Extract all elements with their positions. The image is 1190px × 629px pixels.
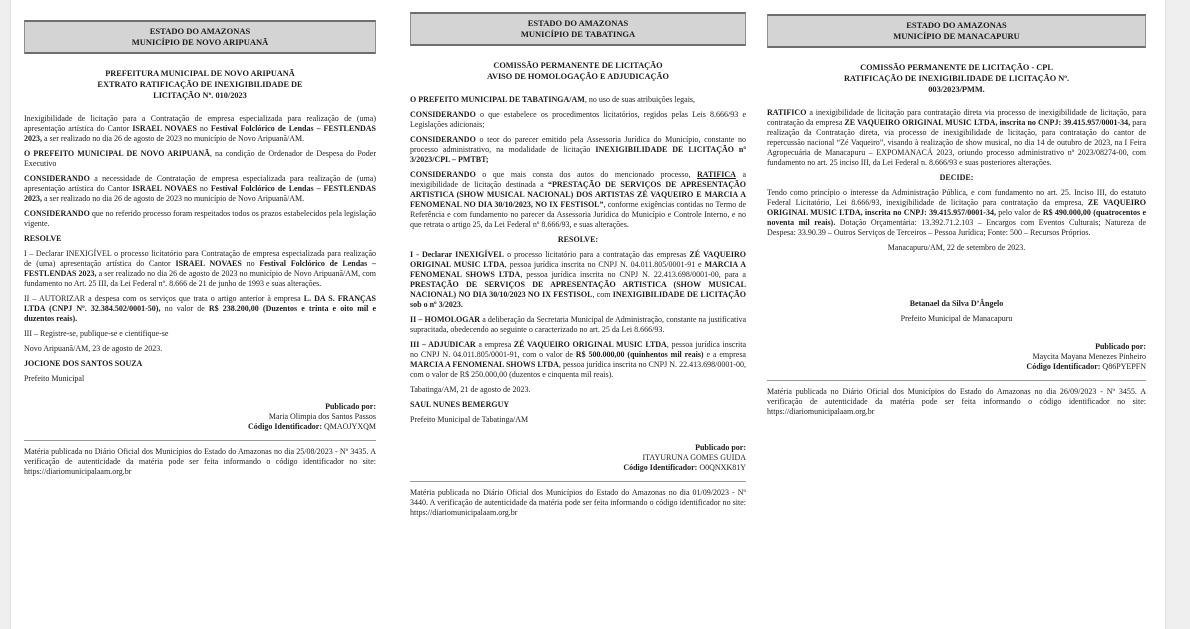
paragraph <box>24 209 376 229</box>
footer-note: Matéria publicada no Diário Oficial dos Municípios do Estado do Amazonas no dia 01/09/2023 - Nº 3440. A verificação de autenticidade da matéria pode ser feita informando o código identificador no site: https://diariomunicipalaam.org.br <box>410 488 746 517</box>
text-segment: o processo licitatório para a contratação das empresas <box>503 250 690 259</box>
municipality-name: MUNICÍPIO DE NOVO ARIPUANÃ <box>131 37 269 47</box>
municipality-header <box>767 14 1146 48</box>
document-body <box>24 114 376 384</box>
page-margin-right <box>1165 0 1190 629</box>
text-segment: SAUL NUNES BEMERGUY <box>410 400 510 409</box>
paragraph <box>767 108 1146 168</box>
state-name: ESTADO DO AMAZONAS <box>906 20 1007 30</box>
paragraph <box>410 315 746 335</box>
title-line: EXTRATO RATIFICAÇÃO DE INEXIGIBILIDADE DE <box>97 80 303 89</box>
paragraph <box>410 110 746 130</box>
text-segment: Tabatinga/AM, 21 de agosto de 2023. <box>410 385 531 394</box>
text-segment: CONSIDERANDO <box>24 174 90 183</box>
text-segment: a inexigibilidade de licitação para contratação direta via processo de inexigibilidade de licitação, para contratação da empresa <box>767 108 1146 127</box>
paragraph <box>767 188 1146 238</box>
text-segment: a inexigibilidade de licitação destinada a <box>410 170 747 189</box>
code-identifier <box>767 362 1146 372</box>
text-segment: o que mais consta dos autos do mencionado processo, <box>475 170 697 179</box>
text-segment: R$ 238.200,00 (Duzentos e trinta e oito mil e duzentos reais). <box>24 304 376 323</box>
footer-note: Matéria publicada no Diário Oficial dos Municípios do Estado do Amazonas no dia 25/08/2023 - Nº 3435. A verificação de autenticidade da matéria pode ser feita informando o código identificador no site: https://diariomunicipalaam.org.br <box>24 447 376 476</box>
publication-block <box>24 402 376 432</box>
footer-note: Matéria publicada no Diário Oficial dos Municípios do Estado do Amazonas no dia 26/09/2023 - Nº 3455. A verificação de autenticidade da matéria pode ser feita informando o código identificador no site: https://diariomunicipalaam.org.br <box>767 387 1146 416</box>
text-segment: CONSIDERANDO <box>410 135 476 144</box>
code-identifier <box>410 463 746 473</box>
paragraph <box>24 249 376 289</box>
text-segment: Prefeito Municipal <box>24 374 85 383</box>
text-segment: Betanael da Silva D’Ângelo <box>909 299 1004 308</box>
text-segment: ISRAEL NOVAES <box>132 124 197 133</box>
text-segment: “PRESTAÇÃO DE SERVIÇOS DE APRESENTAÇÃO ARTISTICA (SHOW MUSICAL NACIONAL) DOS ARTISTAS ZÉ VAQUEIRO E MARCIA A FENOMENAL NO DIA 30/10/2023, NO IX FESTISOL” <box>410 180 746 209</box>
text-segment: III – ADJUDICAR <box>410 340 476 349</box>
publisher-name: Maycita Mayana Menezes Pinheiro <box>1032 352 1146 361</box>
paragraph <box>24 344 376 354</box>
paragraph <box>24 174 376 204</box>
divider <box>410 481 746 482</box>
text-segment: O PREFEITO MUNICIPAL DE TABATINGA/AM <box>410 95 585 104</box>
paragraph <box>410 415 746 425</box>
text-segment: , com <box>592 290 613 299</box>
paragraph <box>24 114 376 144</box>
published-by-label: Publicado por: <box>695 443 746 452</box>
paragraph <box>24 234 376 244</box>
paragraph <box>410 95 746 105</box>
text-segment: O PREFEITO MUNICIPAL DE NOVO ARIPUANÃ <box>24 149 210 158</box>
page-margin-left <box>0 0 11 629</box>
text-segment: , pessoa jurídica inscrita no CNPJ N. 04.011.805/0001-91, com o valor de <box>410 340 747 359</box>
paragraph <box>410 170 746 230</box>
gazette-clipping-tabatinga <box>410 12 746 518</box>
text-segment: RATIFICO <box>767 108 807 117</box>
paragraph <box>767 314 1146 324</box>
text-segment: a ser realizado no dia 26 de agosto de 2023 no município de Novo Aripuanã/AM, com fundamento no Art. 25 III, da Lei Federal nº. 8.666 de 21 de junho de 1993 e suas alterações. <box>24 269 376 288</box>
text-segment: , pessoa jurídica inscrita no CNPJ N. 22.413.698/0001-00, para a <box>520 270 746 279</box>
text-segment: RESOLVE: <box>557 235 599 244</box>
title-line: 003/2023/PMM. <box>928 85 985 94</box>
publisher-name: ITAYURUNA GOMES GUIDA <box>642 453 746 462</box>
text-segment: MARCIA A FENOMENAL SHOWS LTDA <box>410 360 559 369</box>
gazette-clipping-manacapuru <box>767 14 1146 417</box>
paragraph <box>24 329 376 339</box>
text-segment: I – Declarar INEXIGÍVEL o processo licitatório para Contratação de empresa especializada para realização de (uma) apresentação artística do Cantor <box>24 249 376 268</box>
text-segment: ZÉ VAQUEIRO ORIGINAL MUSIC LTDA <box>513 340 667 349</box>
text-segment: ZE VAQUEIRO ORIGINAL MUSIC LTDA, inscrita no CNPJ: 39.415.957/0001-34, <box>767 198 1147 217</box>
state-name: ESTADO DO AMAZONAS <box>527 18 629 28</box>
document-body <box>767 108 1146 324</box>
text-segment: PRESTAÇÃO DE SERVIÇOS DE APRESENTAÇÃO ARTISTICA (SHOW MUSICAL NACIONAL) NO DIA 30/10/2023 NO IX FESTISOL <box>410 280 746 299</box>
paragraph <box>410 135 746 165</box>
text-segment: ISRAEL NOVAES <box>132 184 197 193</box>
text-segment: II – AUTORIZAR a despesa com os serviços que trata o artigo anterior à empresa <box>24 294 304 303</box>
text-segment: a ser realizado no dia 26 de agosto de 2023 no município de Novo Aripuanã/AM. <box>42 134 305 143</box>
text-segment: no <box>241 259 260 268</box>
published-by-label: Publicado por: <box>325 402 376 411</box>
text-segment: INEXIGIBILIDADE DE LICITAÇÃO nº 3/2023/CPL – PMTBT; <box>410 145 746 164</box>
text-segment: no valor de <box>160 304 209 313</box>
publication-block <box>767 342 1146 372</box>
code-identifier-value: QMAOJYXQM <box>323 422 376 431</box>
text-segment: DECIDE: <box>939 173 974 182</box>
text-segment: Festival Folclórico de Lendas – FESTLENDAS 2023, <box>24 184 377 203</box>
municipality-name: MUNICÍPIO DE TABATINGA <box>520 29 636 39</box>
text-segment: CONSIDERANDO <box>410 170 476 179</box>
text-segment: no <box>196 184 211 193</box>
text-segment: Dotação Orçamentária: 13.392.71.2.103 – Encargos com Eventos Culturais; Natureza de Despesa: 33.90.39 – Outros Serviços de Terceiros – Pessoa Jurídica; Fonte: 500 – Recursos Próprios. <box>767 218 1146 237</box>
text-segment: , no uso de suas atribuições legais, <box>584 95 696 104</box>
text-segment: ISRAEL NOVAES <box>175 259 242 268</box>
text-segment: , pessoa jurídica inscrita no CNPJ N. 04.011.805/0001-91 e <box>504 260 705 269</box>
text-segment: Novo Aripuanã/AM, 23 de agosto de 2023. <box>24 344 163 353</box>
text-segment: , conforme exigências contidas no Termo de Referência e com fundamento no parecer da Assessoria Jurídica do Município e Controle Interno, e no que retrata o artigo 25, da Lei Federal nº 8.666/93, e suas alterações. <box>410 200 746 229</box>
text-segment: para realização da Contratação direta, via processo de inexigibilidade de licitação, para contratação do cantor de repercussão nacional “Zé Vaqueiro”, visando à realização de show musical, no dia 14 de outubro de 2023, na I Feira Agropecuária de Manacapuru – EXPOMANACÁ 2023, oriundo processo administrativo nº 2023/08274-00, com fundamento no art. 25 inciso III, da Lei Federal n. 8.666/93 e suas posteriores alterações. <box>767 118 1147 167</box>
municipality-header <box>410 12 746 46</box>
code-identifier-value: O0QNXK81Y <box>699 463 746 472</box>
publication-block <box>410 443 746 473</box>
code-identifier-label: Código Identificador: <box>247 422 322 431</box>
text-segment: e a empresa <box>703 350 746 359</box>
text-segment: JOCIONE DOS SANTOS SOUZA <box>24 359 143 368</box>
state-name: ESTADO DO AMAZONAS <box>149 26 251 36</box>
text-segment: RATIFICA <box>696 170 736 179</box>
code-identifier-value: Q86PYEPFN <box>1102 362 1146 371</box>
text-segment: Festival Folclórico de Lendas – FESTLENDAS 2023, <box>24 124 377 143</box>
title-line: LICITAÇÃO Nº. 010/2023 <box>153 91 247 100</box>
text-segment: a deliberação da Secretaria Municipal de Administração, constante na justificativa supracitada, obedecendo ao seguinte o caracterizado no art. 25 da Lei 8.666/93. <box>410 315 747 334</box>
text-segment: MARCIA A FENOMENAL SHOWS LTDA <box>410 260 746 279</box>
document-title <box>410 60 746 82</box>
paragraph <box>410 235 746 245</box>
divider <box>24 440 376 441</box>
code-identifier-label: Código Identificador: <box>623 463 698 472</box>
paragraph <box>410 385 746 395</box>
text-segment: Prefeito Municipal de Tabatinga/AM <box>410 415 529 424</box>
paragraph <box>767 243 1146 253</box>
text-segment: que no referido processo foram respeitados todos os prazos estabelecidos pela legislação vigente. <box>24 209 376 228</box>
title-line: COMISSÃO PERMANENTE DE LICITAÇÃO <box>493 61 663 70</box>
text-segment: no <box>196 124 211 133</box>
document-body <box>410 95 746 425</box>
paragraph <box>767 299 1146 309</box>
title-line: AVISO DE HOMOLOGAÇÃO E ADJUDICAÇÃO <box>487 72 669 81</box>
text-segment: ZE VAQUEIRO ORIGINAL MUSIC LTDA, inscrita no CNPJ: 39.415.957/0001-34, <box>844 118 1131 127</box>
text-segment: Prefeito Municipal de Manacapuru <box>900 314 1013 323</box>
text-segment: CONSIDERANDO <box>410 110 476 119</box>
text-segment: III – Registre-se, publique-se e cientifique-se <box>24 329 169 338</box>
code-identifier <box>24 422 376 432</box>
code-identifier-label: Código Identificador: <box>1026 362 1101 371</box>
text-segment: I - Declarar INEXIGÍVEL <box>410 250 504 259</box>
paragraph <box>410 250 746 310</box>
divider <box>767 380 1146 381</box>
text-segment: Manacapuru/AM, 22 de setembro de 2023. <box>887 243 1026 252</box>
text-segment: o que estabelece os procedimentos licitatórios, regidos pelas Leis 8.666/93 e Legislações adicionais; <box>410 110 746 129</box>
text-segment: o teor do parecer emitido pela Assessoria Jurídica do Município, constante no processo administrativo, na modalidade de licitação <box>410 135 746 154</box>
paragraph <box>24 374 376 384</box>
published-by-label: Publicado por: <box>1095 342 1146 351</box>
text-segment: CONSIDERANDO <box>24 209 90 218</box>
text-segment: Festival Folclórico de Lendas – FESTLENDAS 2023, <box>24 259 377 278</box>
publisher-name: Maria Olimpia dos Santos Passos <box>268 412 376 421</box>
text-segment: II – HOMOLOGAR <box>410 315 481 324</box>
text-segment: a necessidade de Contratação de empresa especializada para realização de (uma) apresentação artística do Cantor <box>24 174 376 193</box>
municipality-name: MUNICÍPIO DE MANACAPURU <box>893 31 1020 41</box>
paragraph <box>24 359 376 369</box>
document-title <box>24 68 376 101</box>
text-segment: pelo valor de <box>995 208 1043 217</box>
title-line: RATIFICAÇÃO DE INEXIGIBILIDADE DE LICITAÇÃO Nº. <box>843 74 1070 83</box>
title-line: COMISSÃO PERMANENTE DE LICITAÇÃO - CPL <box>860 63 1053 72</box>
text-segment: , na condição de Ordenador de Despesa do Poder Executivo <box>24 149 376 168</box>
paragraph <box>767 173 1146 183</box>
text-segment: INEXIGIBILIDADE DE LICITAÇÃO sob o nº 3/2023. <box>410 290 746 309</box>
text-segment: , pessoa jurídica inscrita no CNPJ N. 22.413.698/0001-00, com o valor de R$ 250.000,00 (duzentos e cinquenta mil reais). <box>410 360 746 379</box>
text-segment: Tendo como princípio o interesse da Administração Pública, e com fundamento no art. 25. Inciso III, do estatuto Federal Licitatório, Lei 8.666/93, inexigibilidade de licitação para contratação da empresa, <box>767 188 1146 207</box>
municipality-header <box>24 20 376 54</box>
gazette-clipping-novo-aripuana <box>24 20 376 477</box>
text-segment: L. DA S. FRANÇAS LTDA (CNPJ Nº. 32.384.502/0001-50), <box>24 294 377 313</box>
text-segment: Inexigibilidade de licitação para a Contratação de empresa especializada para realização de (uma) apresentação artística do Cantor <box>24 114 376 133</box>
title-line: PREFEITURA MUNICIPAL DE NOVO ARIPUANÃ <box>105 69 295 78</box>
paragraph <box>24 149 376 169</box>
text-segment: a empresa <box>475 340 514 349</box>
text-segment: RESOLVE <box>24 234 62 243</box>
paragraph <box>24 294 376 324</box>
paragraph <box>410 340 746 380</box>
document-title <box>767 62 1146 95</box>
text-segment: ZÉ VAQUEIRO ORIGINAL MUSIC LTDA <box>410 250 747 269</box>
paragraph <box>410 400 746 410</box>
text-segment: R$ 500.000,00 (quinhentos mil reais) <box>575 350 704 359</box>
text-segment: R$ 490.000,00 (quatrocentos e noventa mil reais). <box>767 208 1146 227</box>
text-segment: a ser realizado no dia 26 de agosto de 2023 no município de Novo Aripuanã/AM. <box>42 194 305 203</box>
